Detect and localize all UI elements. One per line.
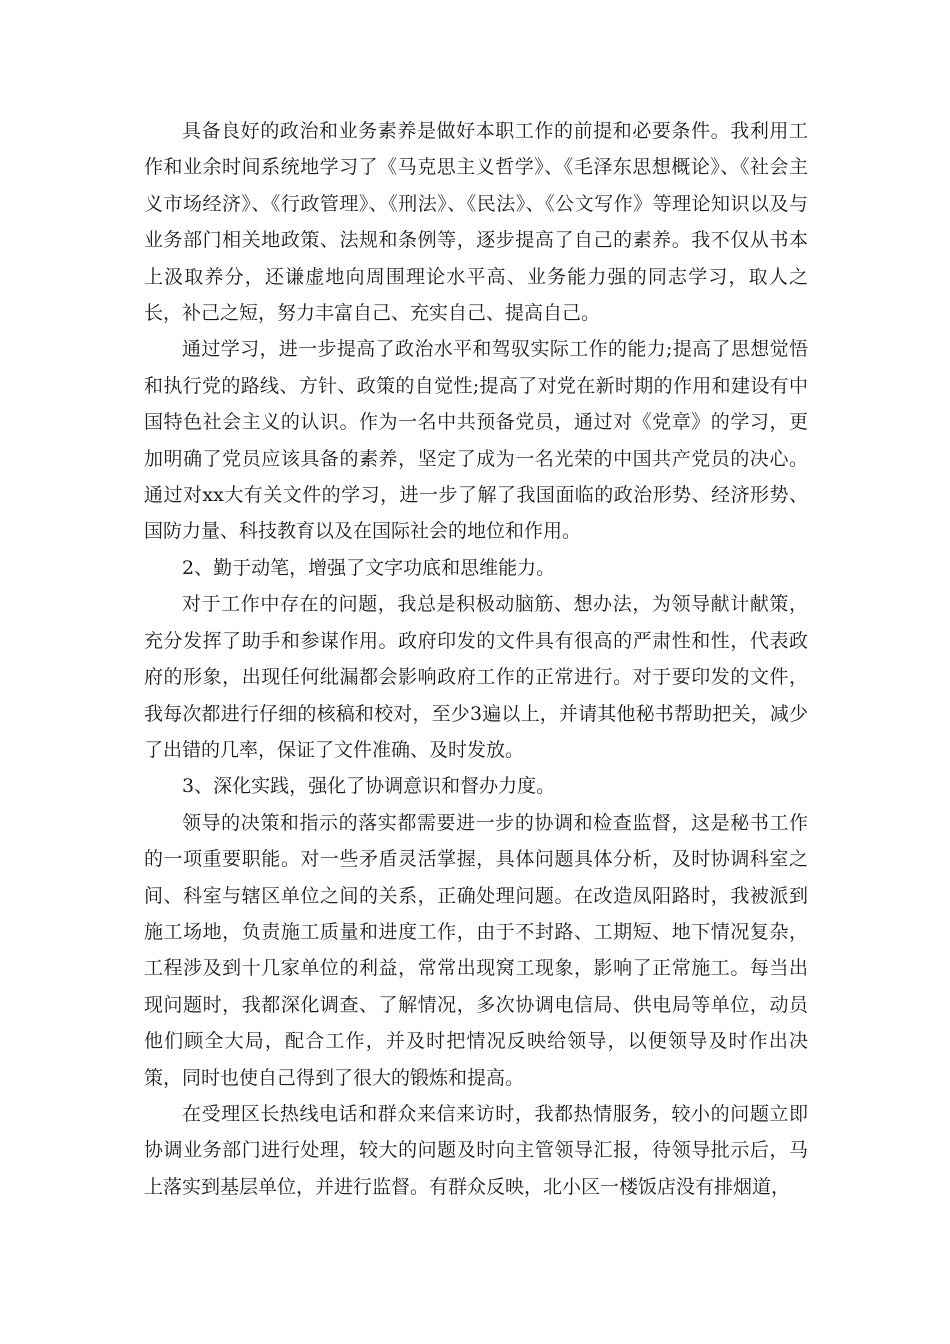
paragraph-3: 对于工作中存在的问题，我总是积极动脑筋、想办法，为领导献计献策，充分发挥了助手和参谋作用。政府印发的文件具有很高的严肃性和性，代表政府的形象，出现任何纰漏都会影响政府工作的正常进行。对于要印发的文件，我每次都进行仔细的核稿和校对，至少3遍以上，并请其他秘书帮助把关，减少了出错的几率，保证了文件准确、及时发放。 [144,593,808,761]
paragraph-5: 在受理区长热线电话和群众来信来访时，我都热情服务，较小的问题立即协调业务部门进行处理，较大的问题及时向主管领导汇报，待领导批示后，马上落实到基层单位，并进行监督。有群众反映，北小区一楼饭店没有排烟道， [144,1102,808,1198]
paragraph-2: 通过学习，进一步提高了政治水平和驾驭实际工作的能力;提高了思想觉悟和执行党的路线、方针、政策的自觉性;提高了对党在新时期的作用和建设有中国特色社会主义的认识。作为一名中共预备党员，通过对《党章》的学习，更加明确了党员应该具备的素养，坚定了成为一名光荣的中国共产党员的决心。通过对xx大有关文件的学习，进一步了解了我国面临的政治形势、经济形势、国防力量、科技教育以及在国际社会的地位和作用。 [144,338,808,543]
document-body [144,113,808,1205]
paragraph-1: 具备良好的政治和业务素养是做好本职工作的前提和必要条件。我利用工作和业余时间系统地学习了《马克思主义哲学》、《毛泽东思想概论》、《社会主义市场经济》、《行政管理》、《刑法》、《民法》、《公文写作》等理论知识以及与业务部门相关地政策、法规和条例等，逐步提高了自己的素养。我不仅从书本上汲取养分，还谦虚地向周围理论水平高、业务能力强的同志学习，取人之长，补己之短，努力丰富自己、充实自己、提高自己。 [144,120,808,325]
section-heading-3: 3、深化实践，强化了协调意识和督办力度。 [182,775,556,798]
section-heading-2: 2、勤于动笔，增强了文字功底和思维能力。 [182,556,556,579]
paragraph-4: 领导的决策和指示的落实都需要进一步的协调和检查监督，这是秘书工作的一项重要职能。对一些矛盾灵活掌握，具体问题具体分析，及时协调科室之间、科室与辖区单位之间的关系，正确处理问题。在改造凤阳路时，我被派到施工场地，负责施工质量和进度工作，由于不封路、工期短、地下情况复杂，工程涉及到十几家单位的利益，常常出现窝工现象，影响了正常施工。每当出现问题时，我都深化调查、了解情况，多次协调电信局、供电局等单位，动员他们顾全大局，配合工作，并及时把情况反映给领导，以便领导及时作出决策，同时也使自己得到了很大的锻炼和提高。 [144,811,808,1089]
